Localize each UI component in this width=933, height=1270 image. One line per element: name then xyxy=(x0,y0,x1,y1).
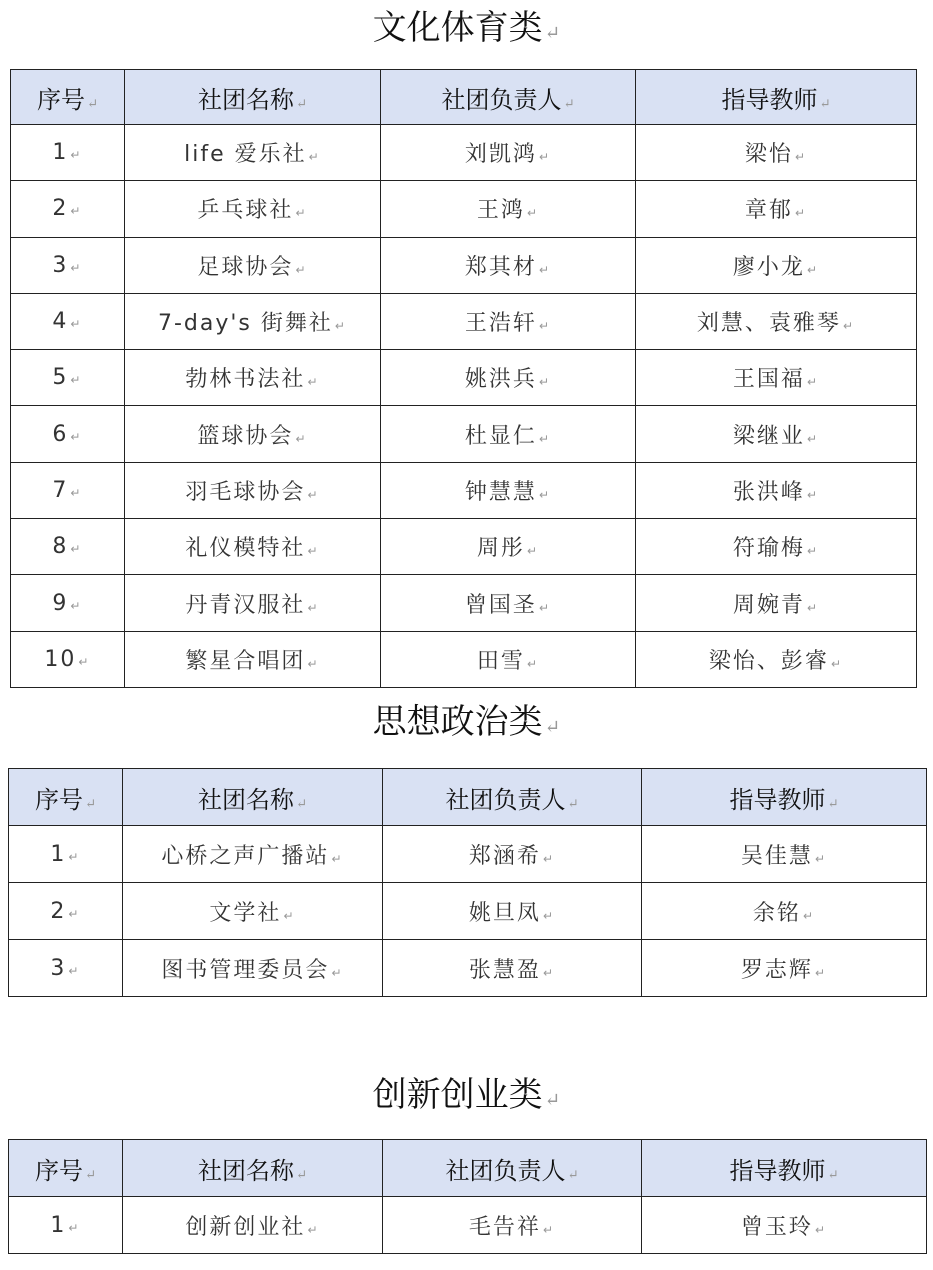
cell-text: 田雪 ↵ xyxy=(477,649,539,674)
cell-club-name xyxy=(125,462,381,518)
column-header-club-name xyxy=(123,1140,383,1197)
table-row xyxy=(11,575,917,631)
cell-advisor xyxy=(636,237,917,293)
column-header-label: 指导教师 ↵ xyxy=(729,1157,838,1185)
table-row xyxy=(11,462,917,518)
cell-text: 3 ↵ xyxy=(50,956,80,981)
table-row xyxy=(11,406,917,462)
cell-text: 张洪峰 ↵ xyxy=(733,480,819,505)
cell-advisor xyxy=(636,575,917,631)
cell-text: 郑其材 ↵ xyxy=(465,255,551,280)
cell-club-leader xyxy=(381,125,636,181)
cell-text: 周彤 ↵ xyxy=(477,536,539,561)
cell-text: 梁继业 ↵ xyxy=(733,424,819,449)
table-row xyxy=(9,940,927,997)
cell-text: 9 ↵ xyxy=(52,591,82,616)
column-header-advisor xyxy=(636,70,917,125)
column-header-label: 序号 ↵ xyxy=(35,786,96,814)
cell-index xyxy=(11,350,125,406)
cell-index xyxy=(9,826,123,883)
cell-club-leader xyxy=(381,631,636,687)
cell-advisor xyxy=(636,631,917,687)
cell-club-name xyxy=(125,575,381,631)
cell-text: 10 ↵ xyxy=(44,647,90,672)
cell-text: 余铭 ↵ xyxy=(753,901,815,926)
cell-club-name xyxy=(123,940,383,997)
column-header-label: 社团名称 ↵ xyxy=(198,1157,307,1185)
cell-index xyxy=(11,519,125,575)
cell-club-name xyxy=(125,181,381,237)
cell-text: 曾国圣 ↵ xyxy=(465,593,551,618)
cell-club-name xyxy=(123,826,383,883)
cell-text: 1 ↵ xyxy=(50,842,80,867)
cell-text: 钟慧慧 ↵ xyxy=(465,480,551,505)
cell-club-name xyxy=(125,406,381,462)
cell-text: 心桥之声广播站 ↵ xyxy=(161,844,343,869)
cell-index xyxy=(11,293,125,349)
cell-advisor xyxy=(636,519,917,575)
cell-club-leader xyxy=(381,575,636,631)
cell-index xyxy=(9,940,123,997)
cell-text: 梁怡 ↵ xyxy=(745,142,807,167)
cell-advisor xyxy=(636,462,917,518)
column-header-club-name xyxy=(125,70,381,125)
header-row xyxy=(9,1140,927,1197)
cell-index xyxy=(11,631,125,687)
cell-text: 创新创业社 ↵ xyxy=(185,1215,319,1240)
table-row xyxy=(9,826,927,883)
cell-advisor xyxy=(636,350,917,406)
cell-text: 图书管理委员会 ↵ xyxy=(161,958,343,983)
cell-advisor xyxy=(636,406,917,462)
column-header-label: 社团负责人 ↵ xyxy=(445,1157,578,1185)
cell-club-name xyxy=(125,293,381,349)
cell-text: 梁怡、彭睿 ↵ xyxy=(709,649,843,674)
cell-text: 刘慧、袁雅琴 ↵ xyxy=(697,311,855,336)
cell-text: 7-day's 街舞社 ↵ xyxy=(158,311,347,336)
table-row xyxy=(11,181,917,237)
table-row xyxy=(11,350,917,406)
cell-index xyxy=(11,181,125,237)
column-header-label: 社团负责人 ↵ xyxy=(441,86,574,114)
table-row xyxy=(9,883,927,940)
column-header-label: 社团负责人 ↵ xyxy=(445,786,578,814)
cell-club-name xyxy=(125,631,381,687)
column-header-label: 社团名称 ↵ xyxy=(198,786,307,814)
cell-text: 2 ↵ xyxy=(52,196,82,221)
cell-text: 4 ↵ xyxy=(52,309,82,334)
cell-text: life 爱乐社 ↵ xyxy=(184,142,321,167)
header-row xyxy=(9,769,927,826)
cell-text: 羽毛球协会 ↵ xyxy=(185,480,319,505)
column-header-index xyxy=(9,769,123,826)
column-header-club-leader xyxy=(383,769,642,826)
cell-text: 王鸿 ↵ xyxy=(477,198,539,223)
column-header-index xyxy=(11,70,125,125)
cell-index xyxy=(11,237,125,293)
section-title-innovation: 创新创业类 ↵ xyxy=(0,1073,933,1123)
cell-text: 8 ↵ xyxy=(52,534,82,559)
cell-text: 礼仪模特社 ↵ xyxy=(185,536,319,561)
cell-advisor xyxy=(636,293,917,349)
cell-text: 杜显仁 ↵ xyxy=(465,424,551,449)
cell-text: 吴佳慧 ↵ xyxy=(741,844,827,869)
cell-advisor xyxy=(642,826,927,883)
cell-text: 章郁 ↵ xyxy=(745,198,807,223)
club-table-innovation xyxy=(8,1139,927,1254)
cell-text: 姚旦凤 ↵ xyxy=(469,901,555,926)
cell-text: 足球协会 ↵ xyxy=(197,255,307,280)
cell-advisor xyxy=(642,1197,927,1254)
cell-text: 勃林书法社 ↵ xyxy=(185,367,319,392)
table-row xyxy=(11,519,917,575)
cell-club-name xyxy=(125,519,381,575)
cell-text: 1 ↵ xyxy=(50,1213,80,1238)
column-header-label: 指导教师 ↵ xyxy=(721,86,830,114)
column-header-advisor xyxy=(642,769,927,826)
cell-text: 丹青汉服社 ↵ xyxy=(185,593,319,618)
cell-club-name xyxy=(125,125,381,181)
cell-club-name xyxy=(123,1197,383,1254)
table-row xyxy=(11,237,917,293)
cell-club-name xyxy=(125,237,381,293)
cell-club-name xyxy=(125,350,381,406)
column-header-label: 指导教师 ↵ xyxy=(729,786,838,814)
cell-club-leader xyxy=(383,1197,642,1254)
table-row xyxy=(11,293,917,349)
cell-advisor xyxy=(642,940,927,997)
section-title-culture-sports: 文化体育类 ↵ xyxy=(0,6,933,56)
column-header-advisor xyxy=(642,1140,927,1197)
cell-club-leader xyxy=(383,883,642,940)
cell-text: 张慧盈 ↵ xyxy=(469,958,555,983)
cell-text: 廖小龙 ↵ xyxy=(733,255,819,280)
cell-text: 符瑜梅 ↵ xyxy=(733,536,819,561)
cell-club-name xyxy=(123,883,383,940)
cell-index xyxy=(9,1197,123,1254)
cell-text: 王浩轩 ↵ xyxy=(465,311,551,336)
header-row xyxy=(11,70,917,125)
column-header-club-name xyxy=(123,769,383,826)
column-header-label: 序号 ↵ xyxy=(37,86,98,114)
cell-text: 篮球协会 ↵ xyxy=(197,424,307,449)
club-table-culture-sports xyxy=(10,69,917,688)
section-title-ideology-politics: 思想政治类 ↵ xyxy=(0,700,933,750)
column-header-label: 社团名称 ↵ xyxy=(198,86,307,114)
cell-club-leader xyxy=(381,350,636,406)
column-header-index xyxy=(9,1140,123,1197)
cell-text: 5 ↵ xyxy=(52,365,82,390)
cell-advisor xyxy=(636,181,917,237)
cell-text: 3 ↵ xyxy=(52,253,82,278)
column-header-club-leader xyxy=(383,1140,642,1197)
cell-club-leader xyxy=(383,940,642,997)
club-table-ideology-politics xyxy=(8,768,927,997)
cell-text: 6 ↵ xyxy=(52,422,82,447)
table-row xyxy=(11,125,917,181)
cell-text: 周婉青 ↵ xyxy=(733,593,819,618)
cell-index xyxy=(11,406,125,462)
cell-club-leader xyxy=(383,826,642,883)
cell-text: 王国福 ↵ xyxy=(733,367,819,392)
cell-text: 曾玉玲 ↵ xyxy=(741,1215,827,1240)
cell-club-leader xyxy=(381,181,636,237)
cell-club-leader xyxy=(381,293,636,349)
cell-index xyxy=(11,125,125,181)
cell-text: 毛告祥 ↵ xyxy=(469,1215,555,1240)
cell-text: 1 ↵ xyxy=(52,140,82,165)
table-row xyxy=(11,631,917,687)
cell-text: 郑涵希 ↵ xyxy=(469,844,555,869)
cell-advisor xyxy=(642,883,927,940)
cell-text: 文学社 ↵ xyxy=(209,901,295,926)
cell-advisor xyxy=(636,125,917,181)
cell-index xyxy=(11,575,125,631)
column-header-club-leader xyxy=(381,70,636,125)
cell-text: 乒乓球社 ↵ xyxy=(197,198,307,223)
cell-text: 罗志辉 ↵ xyxy=(741,958,827,983)
cell-club-leader xyxy=(381,462,636,518)
cell-index xyxy=(11,462,125,518)
cell-club-leader xyxy=(381,406,636,462)
cell-text: 2 ↵ xyxy=(50,899,80,924)
cell-club-leader xyxy=(381,237,636,293)
cell-text: 繁星合唱团 ↵ xyxy=(185,649,319,674)
cell-text: 姚洪兵 ↵ xyxy=(465,367,551,392)
cell-text: 7 ↵ xyxy=(52,478,82,503)
cell-text: 刘凯鸿 ↵ xyxy=(465,142,551,167)
cell-index xyxy=(9,883,123,940)
table-row xyxy=(9,1197,927,1254)
cell-club-leader xyxy=(381,519,636,575)
column-header-label: 序号 ↵ xyxy=(35,1157,96,1185)
